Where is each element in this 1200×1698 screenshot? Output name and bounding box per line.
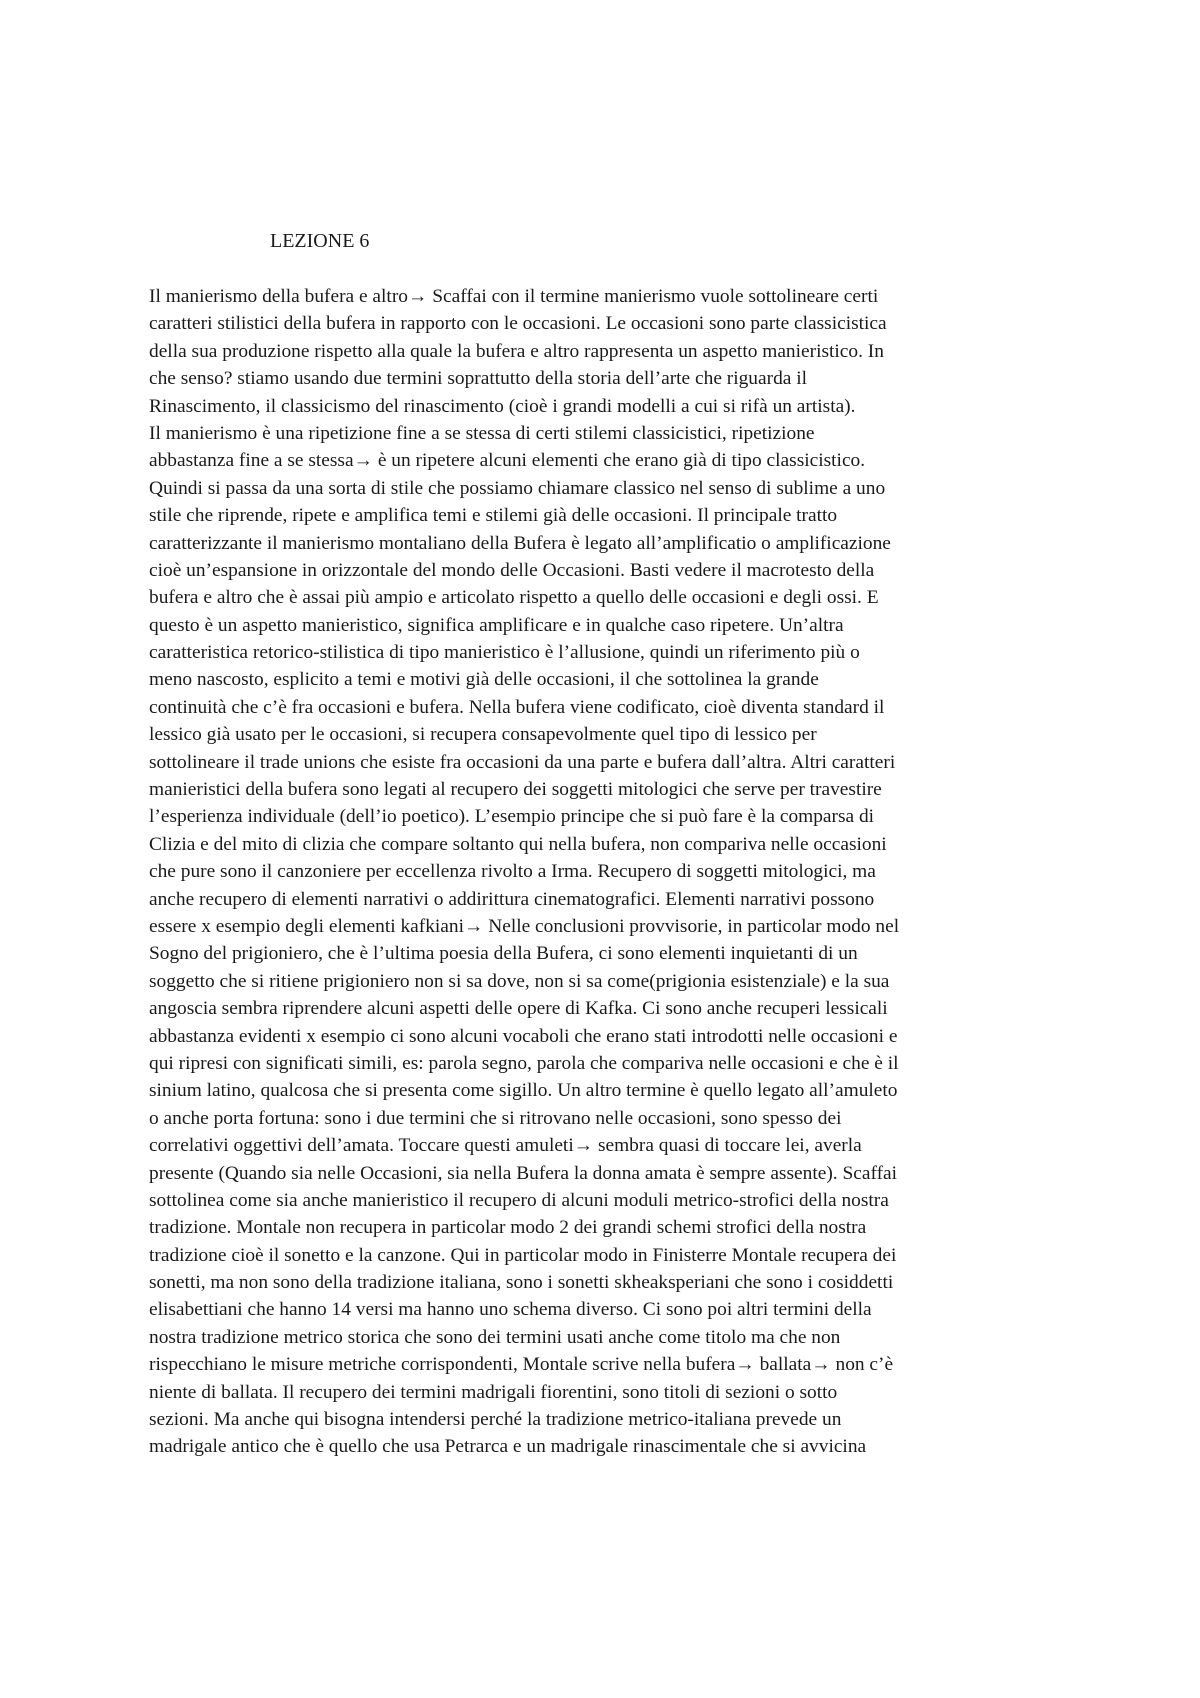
text-line: correlativi oggettivi dell’amata. Toccare questi amuleti→ sembra quasi di toccare lei, averla (149, 1135, 862, 1157)
text-line: che senso? stiamo usando due termini soprattutto della storia dell’arte che riguarda il (149, 368, 807, 390)
text-line: caratterizzante il manierismo montaliano della Bufera è legato all’amplificatio o amplificazione (149, 532, 891, 554)
text-line: sinium latino, qualcosa che si presenta come sigillo. Un altro termine è quello legato all’amuleto (149, 1080, 898, 1102)
text-line: caratteristica retorico-stilistica di tipo manieristico è l’allusione, quindi un riferimento più o (149, 642, 860, 664)
text-line: Rinascimento, il classicismo del rinascimento (cioè i grandi modelli a cui si rifà un artista). (149, 395, 856, 417)
text-line: abbastanza fine a se stessa→ è un ripetere alcuni elementi che erano già di tipo classicistico. (149, 450, 866, 472)
text-line: sottolinea come sia anche manieristico il recupero di alcuni moduli metrico-strofici della nostra (149, 1189, 889, 1211)
text-line: manieristici della bufera sono legati al recupero dei soggetti mitologici che serve per travestire (149, 779, 882, 801)
text-line: stile che riprende, ripete e amplifica temi e stilemi già delle occasioni. Il principale tratto (149, 505, 838, 527)
text-line: sottolineare il trade unions che esiste fra occasioni da una parte e bufera dall’altra. Altri caratteri (149, 751, 896, 773)
text-line: continuità che c’è fra occasioni e bufera. Nella bufera viene codificato, cioè diventa standard il (149, 696, 885, 718)
text-line: elisabettiani che hanno 14 versi ma hanno uno schema diverso. Ci sono poi altri termini della (149, 1299, 872, 1321)
text-line: nostra tradizione metrico storica che sono dei termini usati anche come titolo ma che non (149, 1326, 841, 1348)
text-line: l’esperienza individuale (dell’io poetico). L’esempio principe che si può fare è la comparsa di (149, 806, 875, 828)
text-line: qui ripresi con significati simili, es: parola segno, parola che compariva nelle occasioni e che è il (149, 1052, 899, 1074)
text-line: Clizia e del mito di clizia che compare soltanto qui nella bufera, non compariva nelle occasioni (149, 833, 887, 855)
text-line: essere x esempio degli elementi kafkiani→ Nelle conclusioni provvisorie, in particolar modo nel (149, 915, 900, 937)
text-line: abbastanza evidenti x esempio ci sono alcuni vocaboli che erano stati introdotti nelle occasioni e (149, 1025, 898, 1047)
text-line: madrigale antico che è quello che usa Petrarca e un madrigale rinascimentale che si avvicina (149, 1436, 867, 1458)
text-line: rispecchiano le misure metriche corrispondenti, Montale scrive nella bufera→ ballata→ non c’è (149, 1354, 894, 1376)
body-paragraph (149, 283, 1069, 1461)
text-line: della sua produzione rispetto alla quale la bufera e altro rappresenta un aspetto manieristico. In (149, 340, 884, 362)
text-line: bufera e altro che è assai più ampio e articolato rispetto a quello delle occasioni e degli ossi. E (149, 587, 879, 609)
text-line: Il manierismo della bufera e altro→ Scaffai con il termine manierismo vuole sottolineare certi (149, 286, 879, 307)
text-line: meno nascosto, esplicito a temi e motivi già delle occasioni, il che sottolinea la grande (149, 669, 819, 691)
text-line: Quindi si passa da una sorta di stile che possiamo chiamare classico nel senso di sublime a uno (149, 477, 886, 499)
text-line: presente (Quando sia nelle Occasioni, sia nella Bufera la donna amata è sempre assente). Scaffai (149, 1162, 898, 1184)
text-line: o anche porta fortuna: sono i due termini che si ritrovano nelle occasioni, sono spesso dei (149, 1107, 842, 1129)
text-line: sonetti, ma non sono della tradizione italiana, sono i sonetti skheaksperiani che sono i cosiddetti (149, 1272, 894, 1294)
text-line: Sogno del prigioniero, che è l’ultima poesia della Bufera, ci sono elementi inquietanti di un (149, 943, 858, 965)
text-line: lessico già usato per le occasioni, si recupera consapevolmente quel tipo di lessico per (149, 724, 817, 746)
text-line: soggetto che si ritiene prigioniero non si sa dove, non si sa come(prigionia esistenziale) e la sua (149, 970, 890, 992)
text-line: anche recupero di elementi narrativi o addirittura cinematografici. Elementi narrativi possono (149, 888, 875, 910)
text-line: angoscia sembra riprendere alcuni aspetti delle opere di Kafka. Ci sono anche recuperi lessicali (149, 998, 888, 1020)
text-line: tradizione. Montale non recupera in particolar modo 2 dei grandi schemi strofici della nostra (149, 1217, 867, 1239)
text-line: Il manierismo è una ripetizione fine a se stessa di certi stilemi classicistici, ripetizione (149, 422, 815, 444)
text-line: che pure sono il canzoniere per eccellenza rivolto a Irma. Recupero di soggetti mitologici, ma (149, 861, 876, 883)
text-line: tradizione cioè il sonetto e la canzone. Qui in particolar modo in Finisterre Montale recupera dei (149, 1244, 897, 1266)
text-line: cioè un’espansione in orizzontale del mondo delle Occasioni. Basti vedere il macrotesto della (149, 559, 875, 581)
text-line: niente di ballata. Il recupero dei termini madrigali fiorentini, sono titoli di sezioni o sotto (149, 1381, 838, 1403)
text-line: caratteri stilistici della bufera in rapporto con le occasioni. Le occasioni sono parte classicistica (149, 313, 887, 335)
text-line: sezioni. Ma anche qui bisogna intendersi perché la tradizione metrico-italiana prevede un (149, 1409, 842, 1431)
lesson-title: LEZIONE 6 (270, 230, 370, 252)
text-line: questo è un aspetto manieristico, significa amplificare e in qualche caso ripetere. Un’altra (149, 614, 844, 636)
